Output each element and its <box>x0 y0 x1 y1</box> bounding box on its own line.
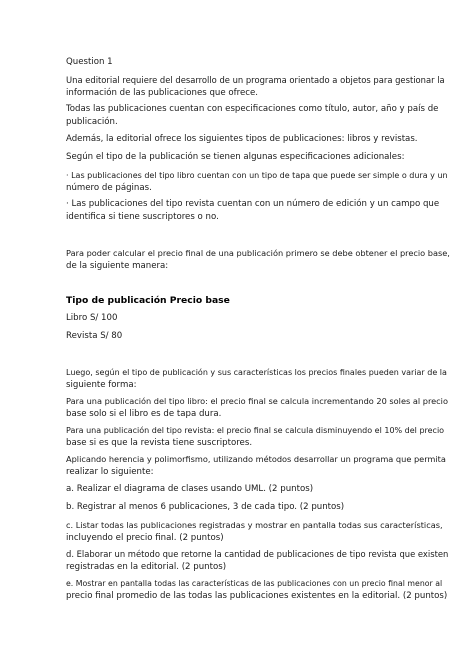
libro-rule-line-1: Para una publicación del tipo libro: el precio final se calcula incrementando 20 soles al precio <box>66 396 448 406</box>
task-d-line-2: registradas en la editorial. (2 puntos) <box>66 562 227 572</box>
task-e-line-1: e. Mostrar en pantalla todas las características de las publicaciones con un precio final menor al <box>66 579 443 588</box>
revista-spec-line-2: identifica si tiene suscriptores o no. <box>66 212 219 222</box>
price-table-row-libro: Libro S/ 100 <box>66 313 118 323</box>
task-d-line-1: d. Elaborar un método que retorne la cantidad de publicaciones de tipo revista que existen <box>66 549 449 559</box>
final-price-intro-line-1: Luego, según el tipo de publicación y sus características los precios finales pueden variar de la <box>66 368 447 377</box>
specs-line-2: publicación. <box>66 117 118 127</box>
task-c-line-2: incluyendo el precio final. (2 puntos) <box>66 533 224 543</box>
task-a: a. Realizar el diagrama de clases usando UML. (2 puntos) <box>66 484 314 494</box>
libro-rule-line-2: base solo si el libro es de tapa dura. <box>66 409 222 419</box>
precio-base-intro-line-2: de la siguiente manera: <box>66 261 169 271</box>
final-price-intro-line-2: siguiente forma: <box>66 380 137 390</box>
intro-line-1: Una editorial requiere del desarrollo de un programa orientado a objetos para gestionar la <box>66 75 445 85</box>
price-table-heading: Tipo de publicación Precio base <box>66 295 230 306</box>
revista-rule-line-2: base si es que la revista tiene suscriptores. <box>66 438 253 448</box>
revista-spec-line-1: · Las publicaciones del tipo revista cuentan con un número de edición y un campo que <box>66 199 440 209</box>
question-label: Question 1 <box>66 57 113 67</box>
price-table-row-revista: Revista S/ 80 <box>66 331 123 341</box>
task-b: b. Registrar al menos 6 publicaciones, 3 de cada tipo. (2 puntos) <box>66 502 345 512</box>
additional-specs-text: Según el tipo de la publicación se tienen algunas especificaciones adicionales: <box>66 152 405 162</box>
task-intro-line-1: Aplicando herencia y polimorfismo, utilizando métodos desarrollar un programa que permita <box>66 454 446 464</box>
types-offered-text: Además, la editorial ofrece los siguientes tipos de publicaciones: libros y revistas. <box>66 134 418 144</box>
task-c-line-1: c. Listar todas las publicaciones registradas y mostrar en pantalla todas sus características, <box>66 520 443 530</box>
libro-spec-line-1: · Las publicaciones del tipo libro cuentan con un tipo de tapa que puede ser simple o dura y un <box>66 171 448 180</box>
task-e-line-2: precio final promedio de las todas las publicaciones existentes en la editorial. (2 puntos) <box>66 591 448 601</box>
revista-rule-line-1: Para una publicación del tipo revista: el precio final se calcula disminuyendo el 10% del precio <box>66 426 445 435</box>
libro-spec-line-2: número de páginas. <box>66 183 152 193</box>
intro-line-2: información de las publicaciones que ofrece. <box>66 88 259 98</box>
precio-base-intro-line-1: Para poder calcular el precio final de una publicación primero se debe obtener el precio base, <box>66 248 450 258</box>
task-intro-line-2: realizar lo siguiente: <box>66 467 154 477</box>
specs-line-1: Todas las publicaciones cuentan con especificaciones como título, autor, año y país de <box>66 104 439 114</box>
